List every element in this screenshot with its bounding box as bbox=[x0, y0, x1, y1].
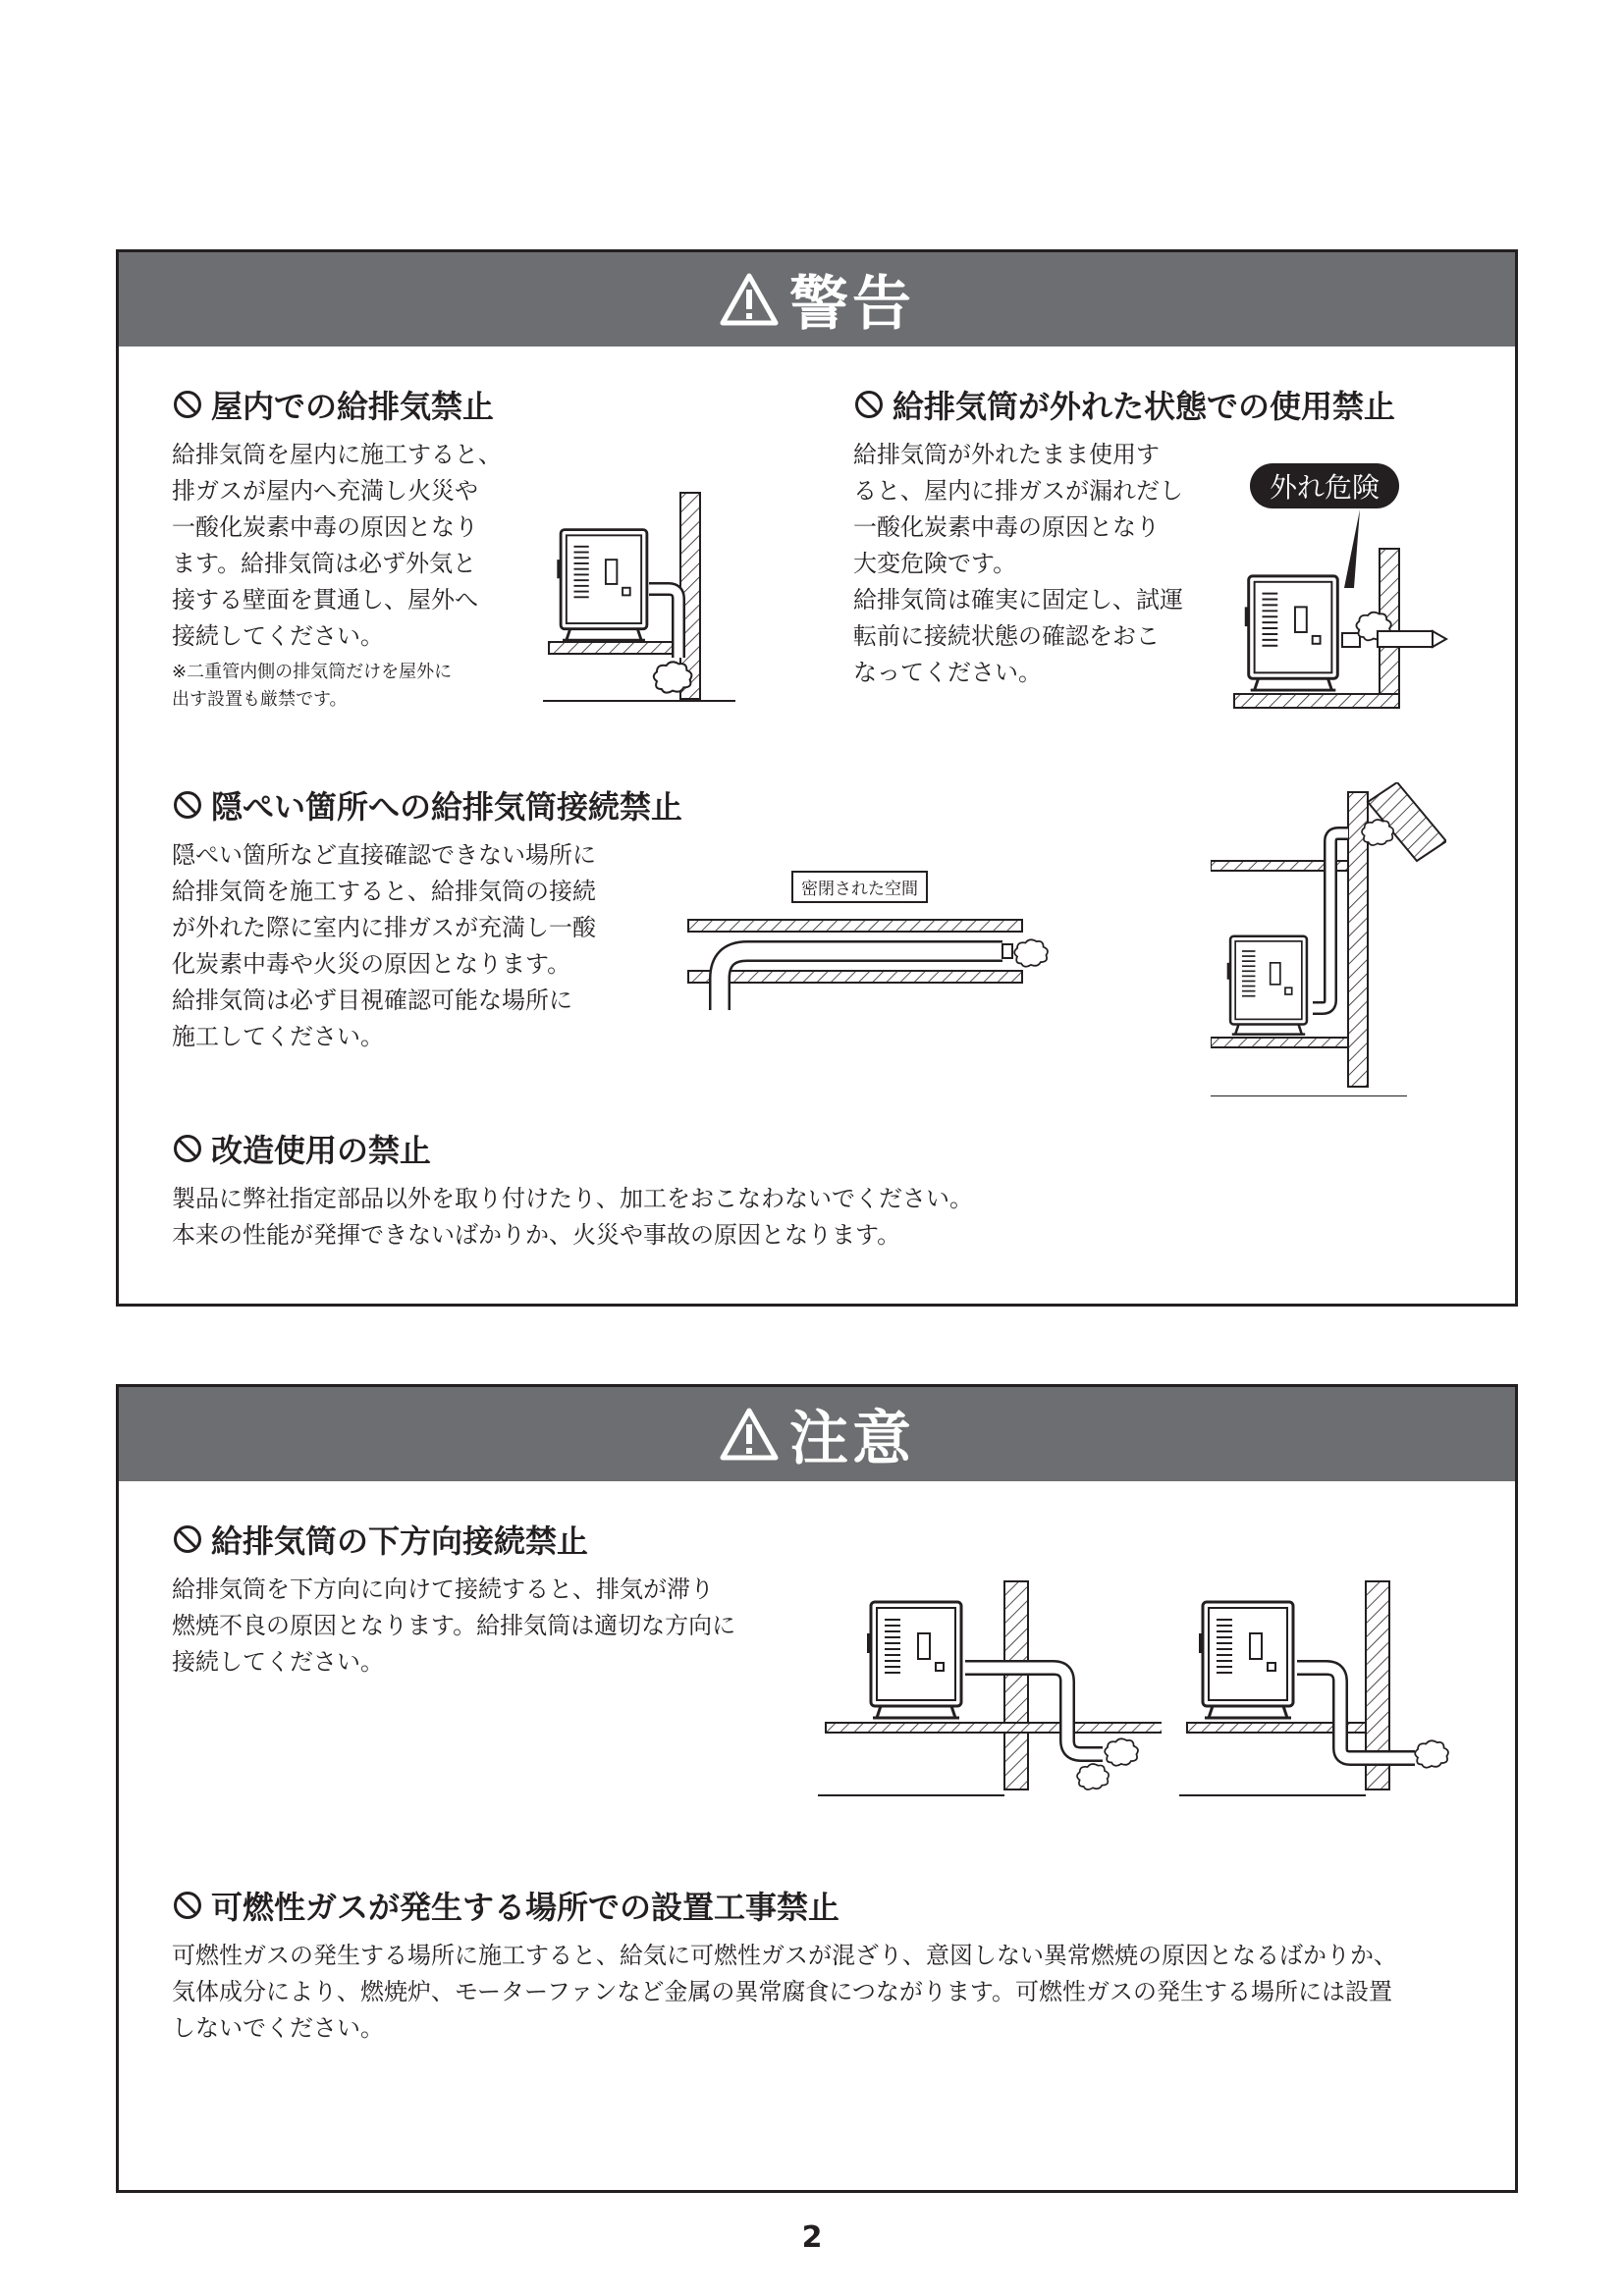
section-flammable-gas bbox=[172, 1883, 1488, 2047]
caution-title: 注意 bbox=[789, 1405, 915, 1473]
prohibited-icon bbox=[853, 389, 885, 420]
warning-triangle-icon bbox=[719, 272, 780, 327]
section-hidden-area bbox=[172, 782, 722, 1055]
section-indoor-exhaust bbox=[172, 382, 545, 714]
section-note: ※二重管内側の排気筒だけを屋外に 出す設置も厳禁です。 bbox=[172, 662, 453, 710]
section-body: 製品に弊社指定部品以外を取り付けたり、加工をおこなわないでください。 本来の性能が発揮できないばかりか、火災や事故の原因となります。 bbox=[172, 1185, 973, 1249]
warning-triangle-icon bbox=[719, 1407, 780, 1462]
caution-panel bbox=[116, 1384, 1518, 2193]
section-body: 給排気筒を屋内に施工すると、 排ガスが屋内へ充満し火災や 一酸化炭素中毒の原因となり ます。給排気筒は必ず外気と 接する壁面を貫通し、屋外へ 接続してください。 bbox=[172, 441, 502, 650]
prohibited-icon bbox=[172, 1523, 203, 1555]
hidden-area-illustration bbox=[678, 912, 1052, 1030]
section-title: 可燃性ガスが発生する場所での設置工事禁止 bbox=[211, 1889, 840, 1926]
page-number: 2 bbox=[801, 2220, 823, 2255]
prohibited-icon bbox=[172, 1890, 203, 1921]
section-title: 給排気筒の下方向接続禁止 bbox=[211, 1522, 589, 1560]
prohibited-icon bbox=[172, 789, 203, 821]
warning-title: 警告 bbox=[789, 270, 915, 339]
hidden-area-room-illustration bbox=[1211, 782, 1446, 1096]
section-body: 給排気筒を下方向に向けて接続すると、排気が滞り 燃焼不良の原因となります。給排気筒は適切な方向に 接続してください。 bbox=[172, 1575, 736, 1676]
section-body: 可燃性ガスの発生する場所に施工すると、給気に可燃性ガスが混ざり、意図しない異常燃焼の原因となるばかりか、 気体成分により、燃焼炉、モーターファンなど金属の異常腐食につながります。可燃性ガスの発生する場所には設置 しないでください。 bbox=[172, 1942, 1397, 2042]
downward-illustration-1 bbox=[818, 1574, 1162, 1799]
indoor-exhaust-illustration bbox=[543, 483, 769, 709]
section-body: 隠ぺい箇所など直接確認できない場所に 給排気筒を施工すると、給排気筒の接続 が外れた際に室内に排ガスが充満し一酸 化炭素中毒や火災の原因となります。 給排気筒は必ず目視確認可能な場所に 施工してください。 bbox=[172, 841, 596, 1050]
section-title: 給排気筒が外れた状態での使用禁止 bbox=[893, 388, 1396, 425]
detached-danger-tag: 外れ危険 bbox=[1250, 463, 1399, 508]
sealed-space-label: 密閉された空間 bbox=[791, 871, 928, 903]
caution-header bbox=[119, 1387, 1515, 1481]
section-title: 改造使用の禁止 bbox=[211, 1132, 432, 1169]
prohibited-icon bbox=[172, 1133, 203, 1164]
warning-header bbox=[119, 252, 1515, 347]
section-modification bbox=[172, 1126, 1468, 1254]
detached-pipe-illustration bbox=[1230, 509, 1466, 718]
section-downward-connection bbox=[172, 1517, 800, 1681]
warning-panel bbox=[116, 249, 1518, 1307]
section-title: 屋内での給排気禁止 bbox=[211, 388, 495, 425]
section-body: 給排気筒が外れたまま使用す ると、屋内に排ガスが漏れだし 一酸化炭素中毒の原因となり 大変危険です。 給排気筒は確実に固定し、試運 転前に接続状態の確認をおこ なってください。 bbox=[853, 441, 1183, 686]
section-title: 隠ぺい箇所への給排気筒接続禁止 bbox=[211, 788, 683, 826]
downward-illustration-2 bbox=[1179, 1574, 1523, 1799]
prohibited-icon bbox=[172, 389, 203, 420]
